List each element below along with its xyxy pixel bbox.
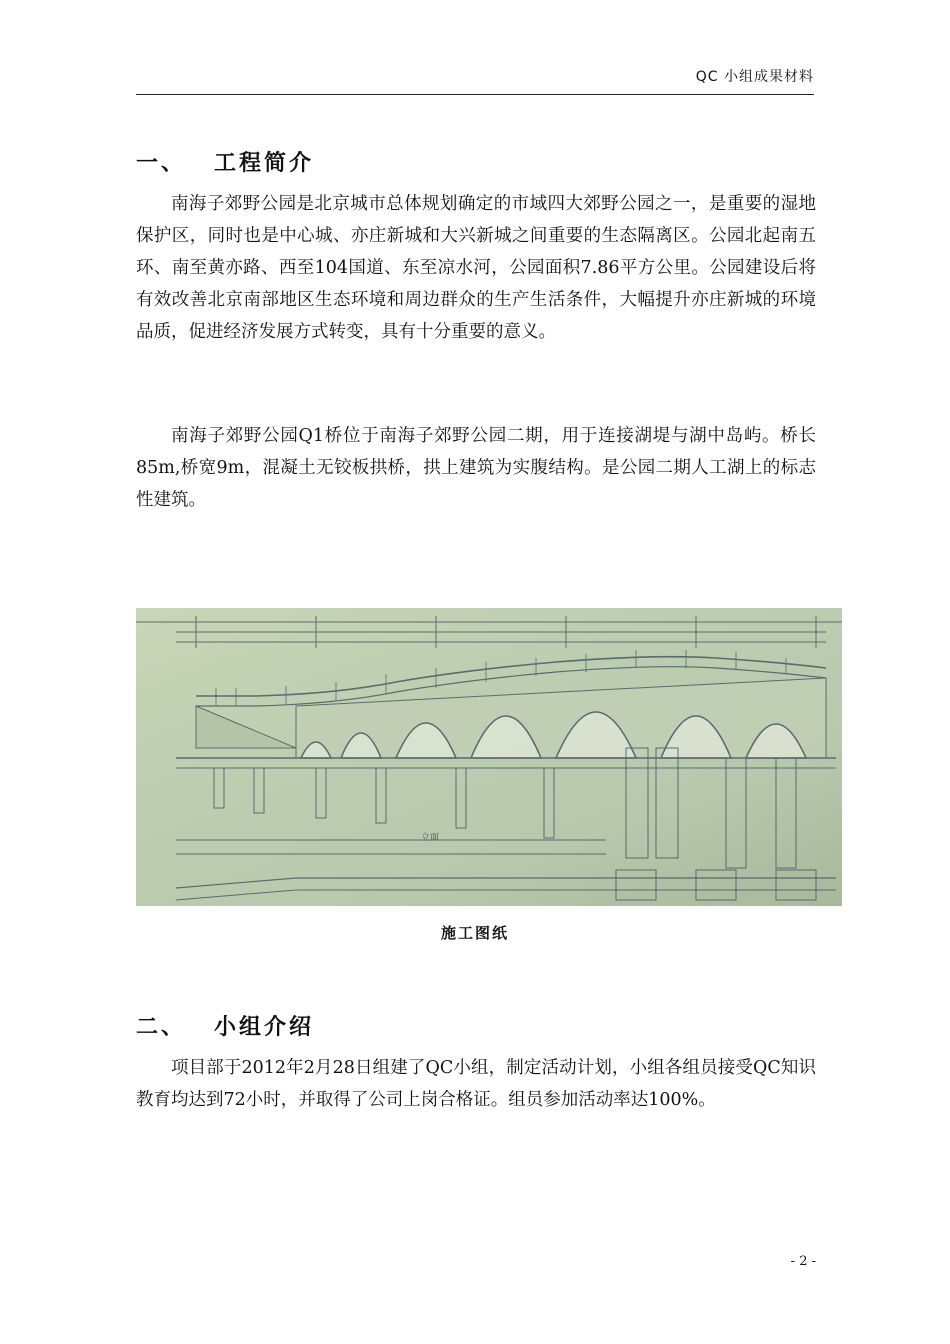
paragraph-park-intro: 南海子郊野公园是北京城市总体规划确定的市域四大郊野公园之一，是重要的湿地保护区，同时也是中心城、亦庄新城和大兴新城之间重要的生态隔离区。公园北起南五环、南至黄亦路、西至104国道、东至凉水河，公园面积7.86平方公里。公园建设后将有效改善北京南部地区生态环境和周边群众的生产生活条件，大幅提升亦庄新城的环境品质，促进经济发展方式转变，具有十分重要的意义。: [136, 194, 816, 342]
header-divider: [136, 94, 814, 95]
document-header-label: QC 小组成果材料: [695, 69, 814, 85]
section-heading-project-intro: [136, 146, 314, 177]
page-number: - 2 -: [790, 1254, 816, 1269]
construction-drawing-image: [136, 608, 842, 906]
section-title: 工程简介: [214, 151, 315, 176]
figure-caption: 施工图纸: [440, 924, 509, 942]
drawing-elevation-label: 立面: [421, 833, 440, 843]
paragraph-team-intro: 项目部于2012年2月28日组建了QC小组，制定活动计划，小组各组员接受QC知识教育均达到72小时，并取得了公司上岗合格证。组员参加活动率达100%。: [136, 1058, 816, 1110]
bridge-drawing-illustration: [136, 608, 842, 906]
section-number: 二、: [136, 1015, 187, 1040]
paragraph-bridge-intro: 南海子郊野公园Q1桥位于南海子郊野公园二期，用于连接湖堤与湖中岛屿。桥长85m,桥宽9m，混凝土无铰板拱桥，拱上建筑为实腹结构。是公园二期人工湖上的标志性建筑。: [136, 426, 816, 510]
section-heading-team-intro: [136, 1010, 314, 1041]
section-title: 小组介绍: [214, 1015, 315, 1040]
section-number: 一、: [136, 151, 187, 176]
